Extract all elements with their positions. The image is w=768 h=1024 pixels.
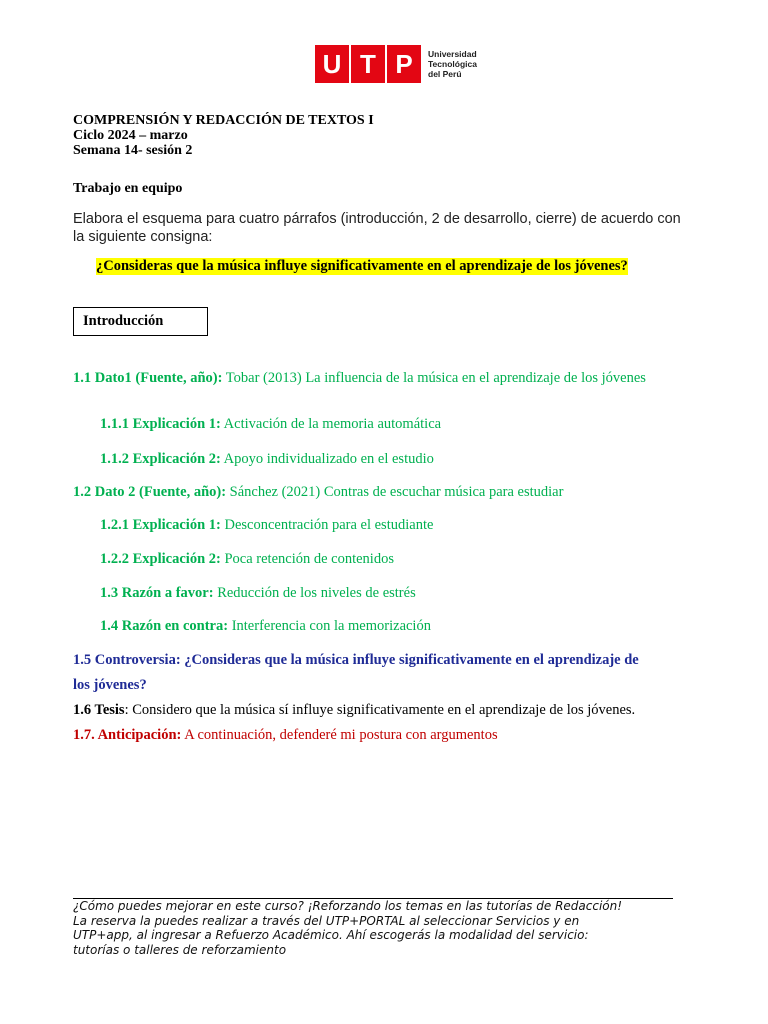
- exp121-text: Desconcentración para el estudiante: [224, 517, 434, 533]
- outline-tesis: [73, 702, 635, 719]
- logo-text-line-3: del Perú: [428, 69, 462, 79]
- footer-note: [73, 899, 683, 957]
- outline-razon-a-favor: [100, 585, 416, 602]
- thesis-label: 1.6 Tesis: [73, 702, 125, 718]
- dato1-label: 1.1 Dato1 (Fuente, año):: [73, 370, 223, 386]
- logo-letter-t: T: [351, 45, 385, 83]
- dato2-text: Sánchez (2021) Contras de escuchar música para estudiar: [229, 484, 564, 500]
- dato2-label: 1.2 Dato 2 (Fuente, año):: [73, 484, 227, 500]
- exp122-text: Poca retención de contenidos: [224, 551, 394, 567]
- course-title: COMPRENSIÓN Y REDACCIÓN DE TEXTOS I: [73, 113, 374, 128]
- outline-explicacion-1-1-1: [100, 416, 441, 433]
- logo-wordmark: [428, 49, 477, 79]
- footer-line-3: UTP+app, al ingresar a Refuerzo Académico. Ahí escogerás la modalidad del servicio:: [73, 928, 589, 942]
- logo-text-line-1: Universidad: [428, 49, 477, 59]
- footer-line-2: La reserva la puedes realizar a través del UTP+PORTAL al seleccionar Servicios y en: [73, 913, 580, 928]
- contra-text: Interferencia con la memorización: [231, 618, 431, 634]
- exp112-text: Apoyo individualizado en el estudio: [223, 451, 434, 467]
- thesis-text: : Considero que la música sí influye significativamente en el aprendizaje de los jóvenes.: [124, 702, 636, 718]
- highlighted-question: ¿Consideras que la música influye significativamente en el aprendizaje de los jóvenes?: [96, 258, 628, 274]
- exp111-text: Activación de la memoria automática: [223, 416, 442, 432]
- exp111-label: 1.1.1 Explicación 1:: [100, 416, 221, 432]
- instruction-paragraph: Elabora el esquema para cuatro párrafos (introducción, 2 de desarrollo, cierre) de acuerdo con la siguiente consigna:: [73, 211, 681, 245]
- anticipation-text: A continuación, defenderé mi postura con argumentos: [184, 727, 498, 743]
- exp112-label: 1.1.2 Explicación 2:: [100, 451, 221, 467]
- week-line: Semana 14- sesión 2: [73, 143, 193, 158]
- logo-letter-u: U: [315, 45, 349, 83]
- utp-logo: [315, 44, 477, 84]
- outline-dato-2: [73, 484, 563, 501]
- favor-text: Reducción de los niveles de estrés: [217, 585, 416, 601]
- footer-line-4: tutorías o talleres de reforzamiento: [73, 942, 287, 957]
- outline-razon-en-contra: [100, 618, 431, 635]
- outline-explicacion-1-1-2: [100, 451, 434, 468]
- outline-controversia-line-2: los jóvenes?: [73, 677, 147, 693]
- outline-explicacion-1-2-2: [100, 551, 394, 568]
- dato1-text: Tobar (2013) La influencia de la música en el aprendizaje de los jóvenes: [225, 370, 646, 386]
- outline-anticipacion: [73, 727, 498, 744]
- exp121-label: 1.2.1 Explicación 1:: [100, 517, 221, 533]
- exp122-label: 1.2.2 Explicación 2:: [100, 551, 221, 567]
- anticipation-label: 1.7. Anticipación:: [73, 727, 182, 743]
- logo-text-line-2: Tecnológica: [428, 59, 477, 69]
- outline-dato-1: [73, 366, 679, 391]
- logo-letter-p: P: [387, 45, 421, 83]
- outline-controversia-line-1: 1.5 Controversia: ¿Consideras que la música influye significativamente en el aprendizaje de: [73, 652, 639, 668]
- footer-line-1: ¿Cómo puedes mejorar en este curso? ¡Reforzando los temas en las tutorías de Redacción!: [73, 899, 623, 913]
- outline-explicacion-1-2-1: [100, 517, 433, 534]
- favor-label: 1.3 Razón a favor:: [100, 585, 214, 601]
- document-header: [73, 113, 374, 158]
- introduction-box: Introducción: [73, 307, 208, 336]
- cycle-line: Ciclo 2024 – marzo: [73, 128, 188, 143]
- team-heading: Trabajo en equipo: [73, 181, 183, 196]
- contra-label: 1.4 Razón en contra:: [100, 618, 229, 634]
